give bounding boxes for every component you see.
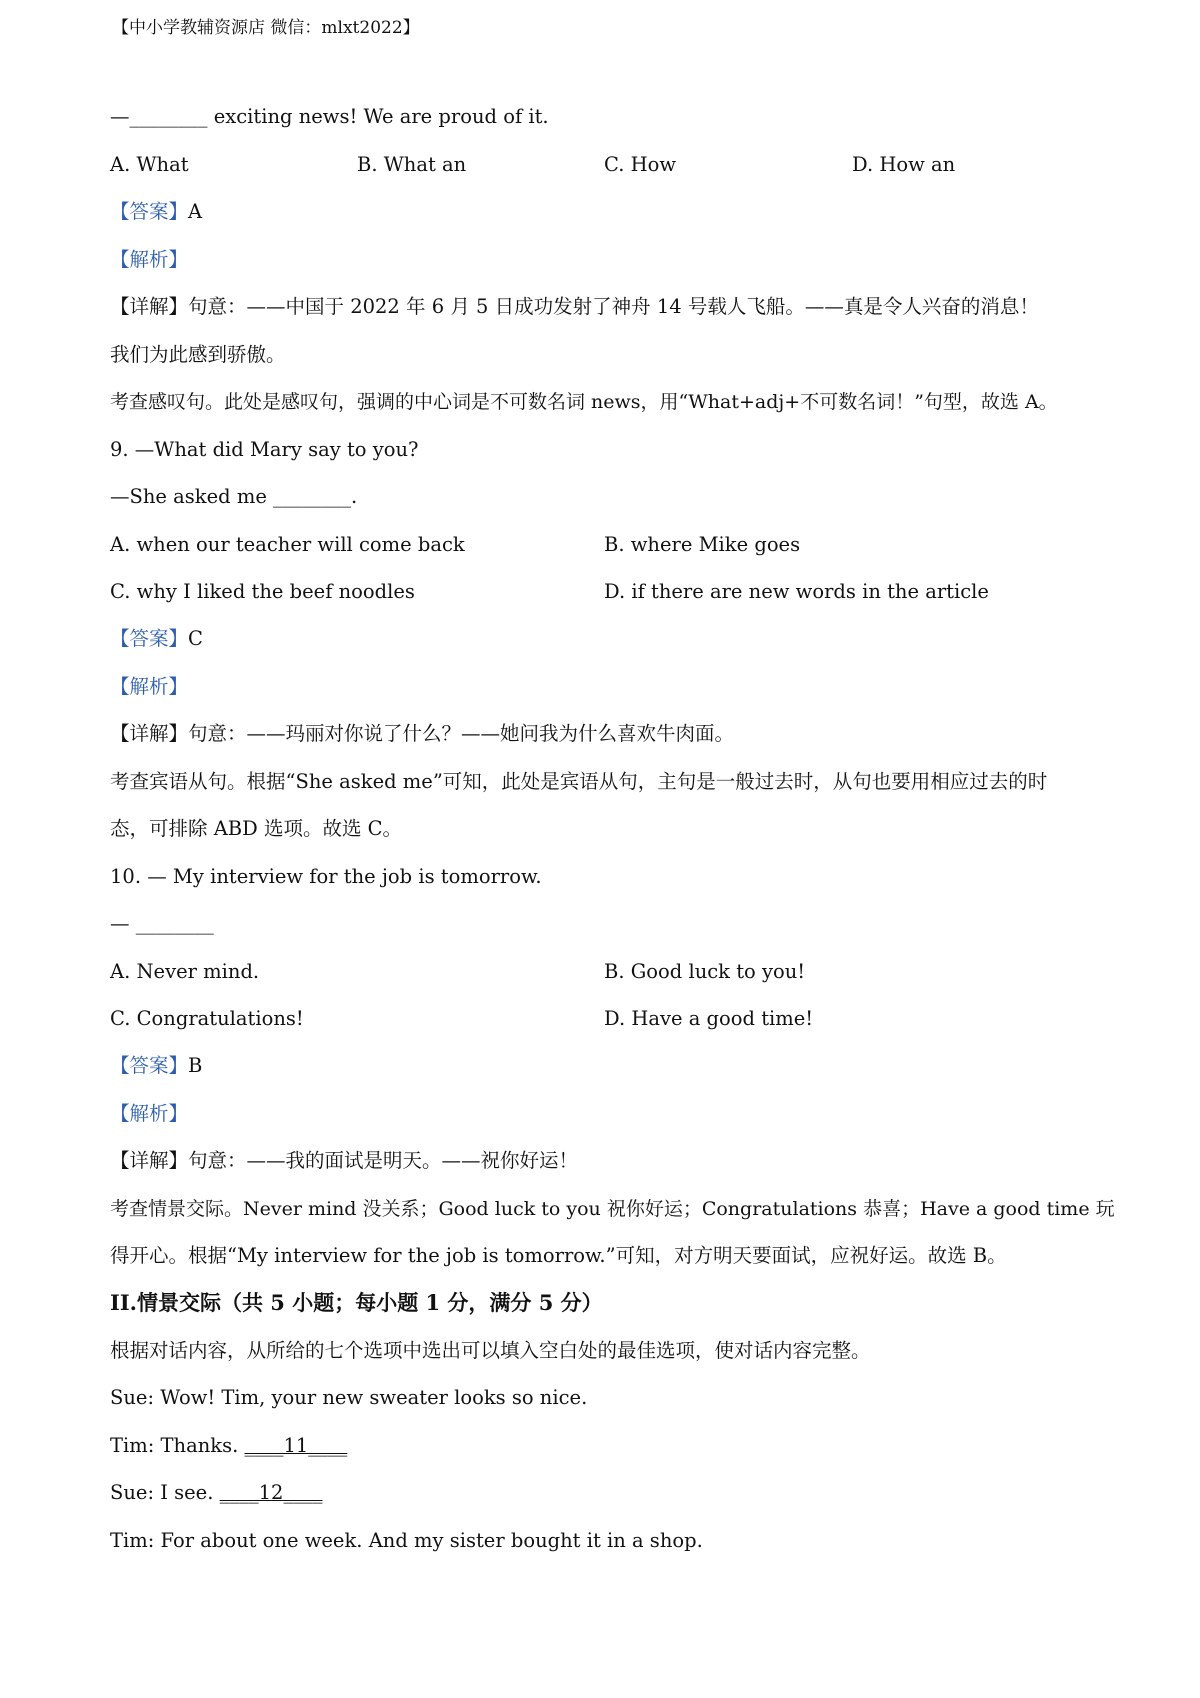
q9-detail-1: 句意：——玛丽对你说了什么？——她问我为什么喜欢牛肉面。: [188, 722, 735, 745]
page-header: 【中小学教辅资源店 微信：mlxt2022】: [112, 18, 420, 38]
q10-option-d: D. Have a good time!: [604, 1007, 814, 1030]
detail-tag: 【详解】: [110, 722, 189, 745]
section-title: II.情景交际（共 5 小题；每小题 1 分，满分 5 分）: [110, 1290, 603, 1315]
q10-detail-line1: [110, 1148, 1100, 1174]
dialogue-line-3: [110, 1480, 1100, 1506]
blank-12: ____12____: [219, 1481, 323, 1504]
q9-option-a: A. when our teacher will come back: [110, 533, 465, 556]
q8-option-d: D. How an: [852, 153, 956, 176]
q8-detail-1: 句意：——中国于 2022 年 6 月 5 日成功发射了神舟 14 号载人飞船。——真是令人兴奋的消息！: [188, 295, 1039, 318]
answer-tag: 【答案】: [110, 1054, 189, 1077]
dialogue-line-4: Tim: For about one week. And my sister bought it in a shop.: [110, 1529, 703, 1552]
q9-detail-line1: [110, 721, 1100, 747]
q9-option-b: B. where Mike goes: [604, 533, 801, 556]
q10-answer: B: [188, 1054, 203, 1077]
analysis-tag: 【解析】: [110, 248, 189, 271]
q8-answer: A: [188, 200, 203, 223]
q9-stem-line2: —She asked me ________.: [110, 485, 358, 508]
q10-stem: 10. — My interview for the job is tomorrow.: [110, 865, 542, 888]
q8-detail-line2: 我们为此感到骄傲。: [110, 343, 286, 366]
q8-detail-line3: 考查感叹句。此处是感叹句，强调的中心词是不可数名词 news，用“What+adj+不可数名词！”句型，故选 A。: [110, 391, 1058, 413]
q10-option-c: C. Congratulations!: [110, 1007, 304, 1030]
section-instruction: 根据对话内容，从所给的七个选项中选出可以填入空白处的最佳选项，使对话内容完整。: [110, 1339, 871, 1362]
q10-option-b: B. Good luck to you!: [604, 960, 806, 983]
dialogue-line-1: Sue: Wow! Tim, your new sweater looks so nice.: [110, 1386, 588, 1409]
q9-option-d: D. if there are new words in the article: [604, 580, 989, 603]
dialogue-prefix: Tim: Thanks.: [110, 1434, 245, 1457]
detail-tag: 【详解】: [110, 1149, 189, 1172]
q8-stem-line2: —________ exciting news! We are proud of it.: [110, 105, 549, 128]
q10-option-a: A. Never mind.: [110, 960, 260, 983]
q9-analysis-line: [110, 674, 1100, 700]
dialogue-prefix: Sue: I see.: [110, 1481, 220, 1504]
q10-stem-line2: — ________: [110, 912, 214, 935]
q8-option-a: A. What: [110, 153, 189, 176]
q9-stem: 9. —What did Mary say to you?: [110, 438, 419, 461]
q10-answer-line: [110, 1053, 1100, 1079]
analysis-tag: 【解析】: [110, 1102, 189, 1125]
q9-answer-line: [110, 626, 1100, 652]
q8-analysis-line: [110, 247, 1100, 273]
blank-11: ____11____: [244, 1434, 348, 1457]
q9-detail-line2: 考查宾语从句。根据“She asked me”可知，此处是宾语从句，主句是一般过去时，从句也要用相应过去的时: [110, 770, 1048, 793]
q10-detail-line2: 考查情景交际。Never mind 没关系；Good luck to you 祝你好运；Congratulations 恭喜；Have a good time 玩: [110, 1198, 1115, 1220]
detail-tag: 【详解】: [110, 295, 189, 318]
q9-answer: C: [188, 627, 203, 650]
q10-analysis-line: [110, 1101, 1100, 1127]
q9-option-c: C. why I liked the beef noodles: [110, 580, 415, 603]
q9-detail-line3: 态，可排除 ABD 选项。故选 C。: [110, 817, 403, 840]
q8-answer-line: [110, 199, 1100, 225]
q10-detail-1: 句意：——我的面试是明天。——祝你好运！: [188, 1149, 579, 1172]
q8-option-c: C. How: [604, 153, 677, 176]
analysis-tag: 【解析】: [110, 675, 189, 698]
q10-detail-line3: 得开心。根据“My interview for the job is tomorrow.”可知，对方明天要面试，应祝好运。故选 B。: [110, 1244, 1007, 1267]
answer-tag: 【答案】: [110, 200, 189, 223]
q8-detail-line1: [110, 294, 1100, 320]
q8-option-b: B. What an: [357, 153, 467, 176]
dialogue-line-2: [110, 1433, 1100, 1459]
answer-tag: 【答案】: [110, 627, 189, 650]
